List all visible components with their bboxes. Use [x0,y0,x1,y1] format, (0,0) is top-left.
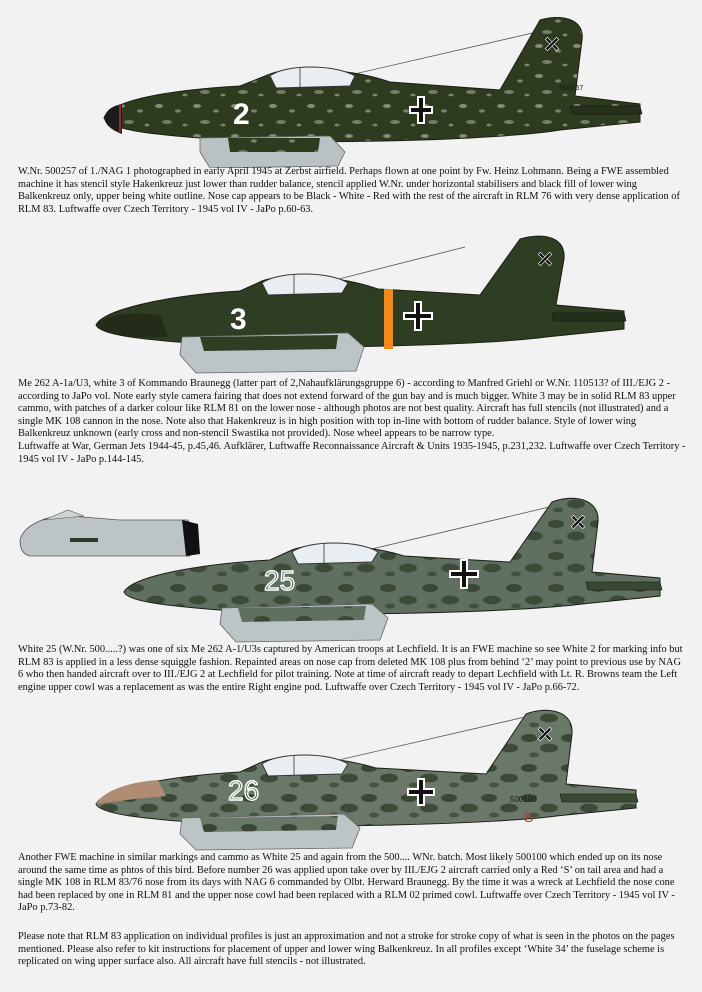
caption-white-3 [18,378,686,466]
tail-serial: 500100 [510,795,537,804]
footer-note [18,931,686,969]
caption-paragraph: W.Nr. 500257 of 1./NAG 1 photographed in early April 1945 at Zerbst airfield. Perhaps flown at one point by Fw. Heinz Lohmann. Being a FWE assembled machine it has stencil style Hakenkreuz just lower than rudder balance, stencil applied W.Nr. under horizontal stabilisers and black fill of lower wing Balkenkreuz only, upper being white outline. Nose cap appears to be Black - White - Red with the rest of the aircraft in RLM 76 with very dense application of RLM 83. Luftwaffe over Czech Territory - 1945 vol IV - JaPo p.60-63. [18,166,680,215]
fuselage-number: 25 [264,565,296,596]
tail-serial: 500257 [560,85,584,92]
caption-references: Luftwaffe at War, German Jets 1944-45, p.45,46. Aufklärer, Luftwaffe Reconnaissance Aircraft & Units 1935-1945, p.231,232. Luftwaffe over Czech Territory - 1945 vol IV - JaPo p.144-145. [18,440,686,465]
fuselage-number: 2 [233,98,250,131]
caption-white-26 [18,852,686,915]
caption-white-2 [18,166,686,216]
caption-paragraph: Another FWE machine in similar markings and cammo as White 25 and again from the 500.... WNr. batch. Most likely 500100 which ended up on its nose around the same time as phtos of this bird. Before number 26 was applied upon take over by III./EJG 2 aircraft carried only a Red ‘S’ on tail area and had a single MK 108 in RLM 83/76 nose from its days with NAG 6 commanded by Olbt. Herward Braunegg. By the time it was a wreck at Lechfield the nose cone had been replaced by one in RLM 81 and the upper nose cowl had been replaced with a RLM 02 primed cowl. Luftwaffe over Czech Territory - 1945 vol IV - JaPo p.73-82. [18,852,675,914]
aircraft-profile-white-2 [0,10,702,168]
tail-letter: S [524,809,534,825]
fuselage-number: 26 [228,775,260,806]
aircraft-profile-white-26 [0,700,702,852]
aircraft-profile-white-25 [0,484,702,644]
footer-note-text: Please note that RLM 83 application on individual profiles is just an approximation and not a stroke for stroke copy of what is seen in the photos on the pages mentioned. Please also refer to kit instructions for placement of upper and lower wing Balkenkreuz. In all profiles except ‘White 34’ the fuselage scheme is replicated on wing upper surface also. All aircraft have full stencils - not illustrated. [18,931,675,968]
fuselage-number: 3 [230,303,247,336]
caption-paragraph: Me 262 A-1a/U3, white 3 of Kommando Braunegg (latter part of 2,Nahaufklärungsgruppe 6) - according to Manfred Griehl or W.Nr. 110513? of III./EJG 2 - according to JaPo vol. Note early style camera fairing that does not extend forward of the gun bay and is much bigger. White 3 may be in solid RLM 83 upper cammo, with patches of a darker colour like RLM 81 on the lower nose - although photos are not best quality. Aircraft has full stencils (not illustrated) and a single MK 108 cannon in the nose. Note also that Hakenkreuz is in high position with top in-line with bottom of rudder balance. Style of lower wing Balkenkreuz unknown (early cross and non-stencil Swastika not provided). Nose wheel appears to be narrow type. [18,378,676,440]
aircraft-profile-white-3 [0,225,702,377]
caption-white-25 [18,644,686,694]
caption-paragraph: White 25 (W.Nr. 500.....?) was one of six Me 262 A-1/U3s captured by American troops at Lechfield. It is an FWE machine so see White 2 for marking info but RLM 83 is applied in a less dense squiggle fashion. Repainted areas on nose cap from deleted MK 108 plus from behind ‘2’ may point to previous use by NAG 6 who then handed aircraft over to III./EJG 2 at Lechfield for pilot training. Note at time of aircraft ready to depart Lechfield with Lt. R. Browns team the Left engine upper cowl was a replacement as was the entire Right engine pod. Luftwaffe over Czech Territory - 1945 vol IV - JaPo p.66-72. [18,644,683,693]
